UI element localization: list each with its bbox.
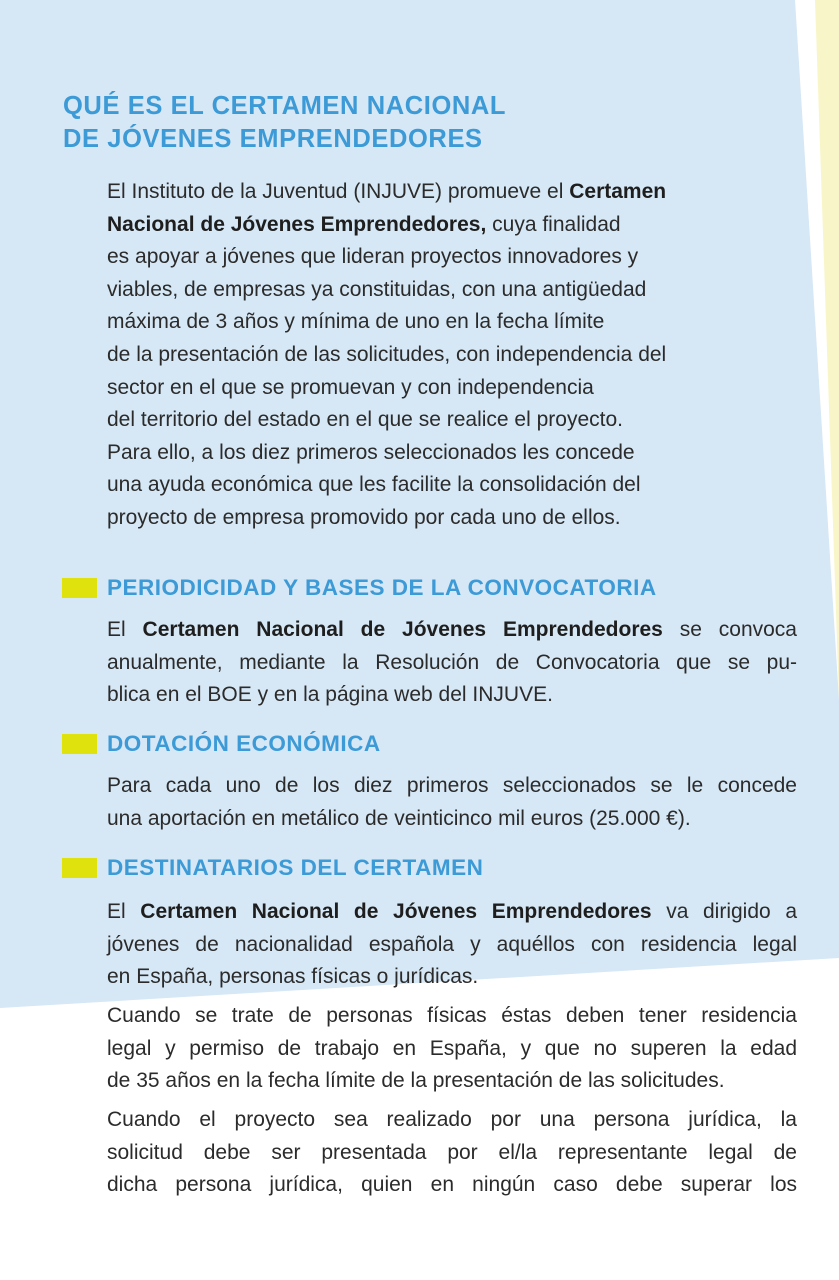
section-heading-destinatarios <box>62 855 483 881</box>
text-line: dicha persona jurídica, quien en ningún caso debe superar los <box>107 1173 797 1197</box>
bold-text: Certamen Nacional de Jóvenes Emprendedores <box>142 618 663 641</box>
text-line: Para ello, a los diez primeros seleccionados les concede <box>107 440 635 464</box>
text-line: máxima de 3 años y mínima de uno en la fecha límite <box>107 310 605 334</box>
section-title: DOTACIÓN ECONÓMICA <box>107 731 381 756</box>
text-line: sector en el que se promuevan y con independencia <box>107 375 594 399</box>
bold-text: Nacional de Jóvenes Emprendedores, <box>107 212 487 236</box>
text-line: del territorio del estado en el que se realice el proyecto. <box>107 408 623 432</box>
yellow-marker-icon <box>62 734 97 754</box>
text-line: una aportación en metálico de veinticinco mil euros (25.000 €). <box>107 806 691 830</box>
text-line: legal y permiso de trabajo en España, y que no superen la edad <box>107 1036 797 1060</box>
text-line: en España, personas físicas o jurídicas. <box>107 965 479 989</box>
text-line: Cuando el proyecto sea realizado por una persona jurídica, la <box>107 1108 797 1131</box>
destinatarios-paragraph-1 <box>107 896 797 994</box>
section-title: DESTINATARIOS DEL CERTAMEN <box>107 855 484 880</box>
text: va dirigido a <box>651 900 797 923</box>
text-line: anualmente, mediante la Resolución de Convocatoria que se pu- <box>107 650 797 674</box>
yellow-marker-icon <box>62 858 97 878</box>
bold-text: Certamen <box>569 180 667 203</box>
text-line: blica en el BOE y en la página web del INJUVE. <box>107 683 553 707</box>
text-line: de 35 años en la fecha límite de la presentación de las solicitudes. <box>107 1069 725 1093</box>
text-line: Para cada uno de los diez primeros seleccionados se le concede <box>107 774 797 797</box>
main-title-line1: QUÉ ES EL CERTAMEN NACIONAL <box>63 92 507 120</box>
bold-text: Certamen Nacional de Jóvenes Emprendedores <box>140 900 652 923</box>
text-line: viables, de empresas ya constituidas, con una antigüedad <box>107 277 647 301</box>
text: El <box>107 618 143 641</box>
text-line: solicitud debe ser presentada por el/la representante legal de <box>107 1140 797 1164</box>
text-line: jóvenes de nacionalidad española y aquéllos con residencia legal <box>107 932 797 956</box>
text: El Instituto de la Juventud (INJUVE) promueve el <box>107 180 570 203</box>
main-title-line2: DE JÓVENES EMPRENDEDORES <box>63 125 483 153</box>
text-line: una ayuda económica que les facilite la consolidación del <box>107 473 641 497</box>
text: El <box>107 900 141 923</box>
dotacion-paragraph <box>107 770 797 835</box>
destinatarios-paragraph-3 <box>107 1104 797 1202</box>
periodicidad-paragraph <box>107 614 797 712</box>
section-title: PERIODICIDAD Y BASES DE LA CONVOCATORIA <box>107 575 657 600</box>
text: se convoca <box>662 618 797 641</box>
text-line: Cuando se trate de personas físicas éstas deben tener residencia <box>107 1004 797 1027</box>
text-line: es apoyar a jóvenes que lideran proyectos innovadores y <box>107 245 639 269</box>
yellow-marker-icon <box>62 578 97 598</box>
text-line: de la presentación de las solicitudes, con independencia del <box>107 342 667 366</box>
intro-paragraph <box>107 176 797 535</box>
main-title <box>63 90 506 156</box>
text: cuya finalidad <box>486 212 621 236</box>
section-heading-periodicidad <box>62 575 657 601</box>
text-line: proyecto de empresa promovido por cada uno de ellos. <box>107 505 621 529</box>
section-heading-dotacion <box>62 731 381 757</box>
destinatarios-paragraph-2 <box>107 1000 797 1098</box>
